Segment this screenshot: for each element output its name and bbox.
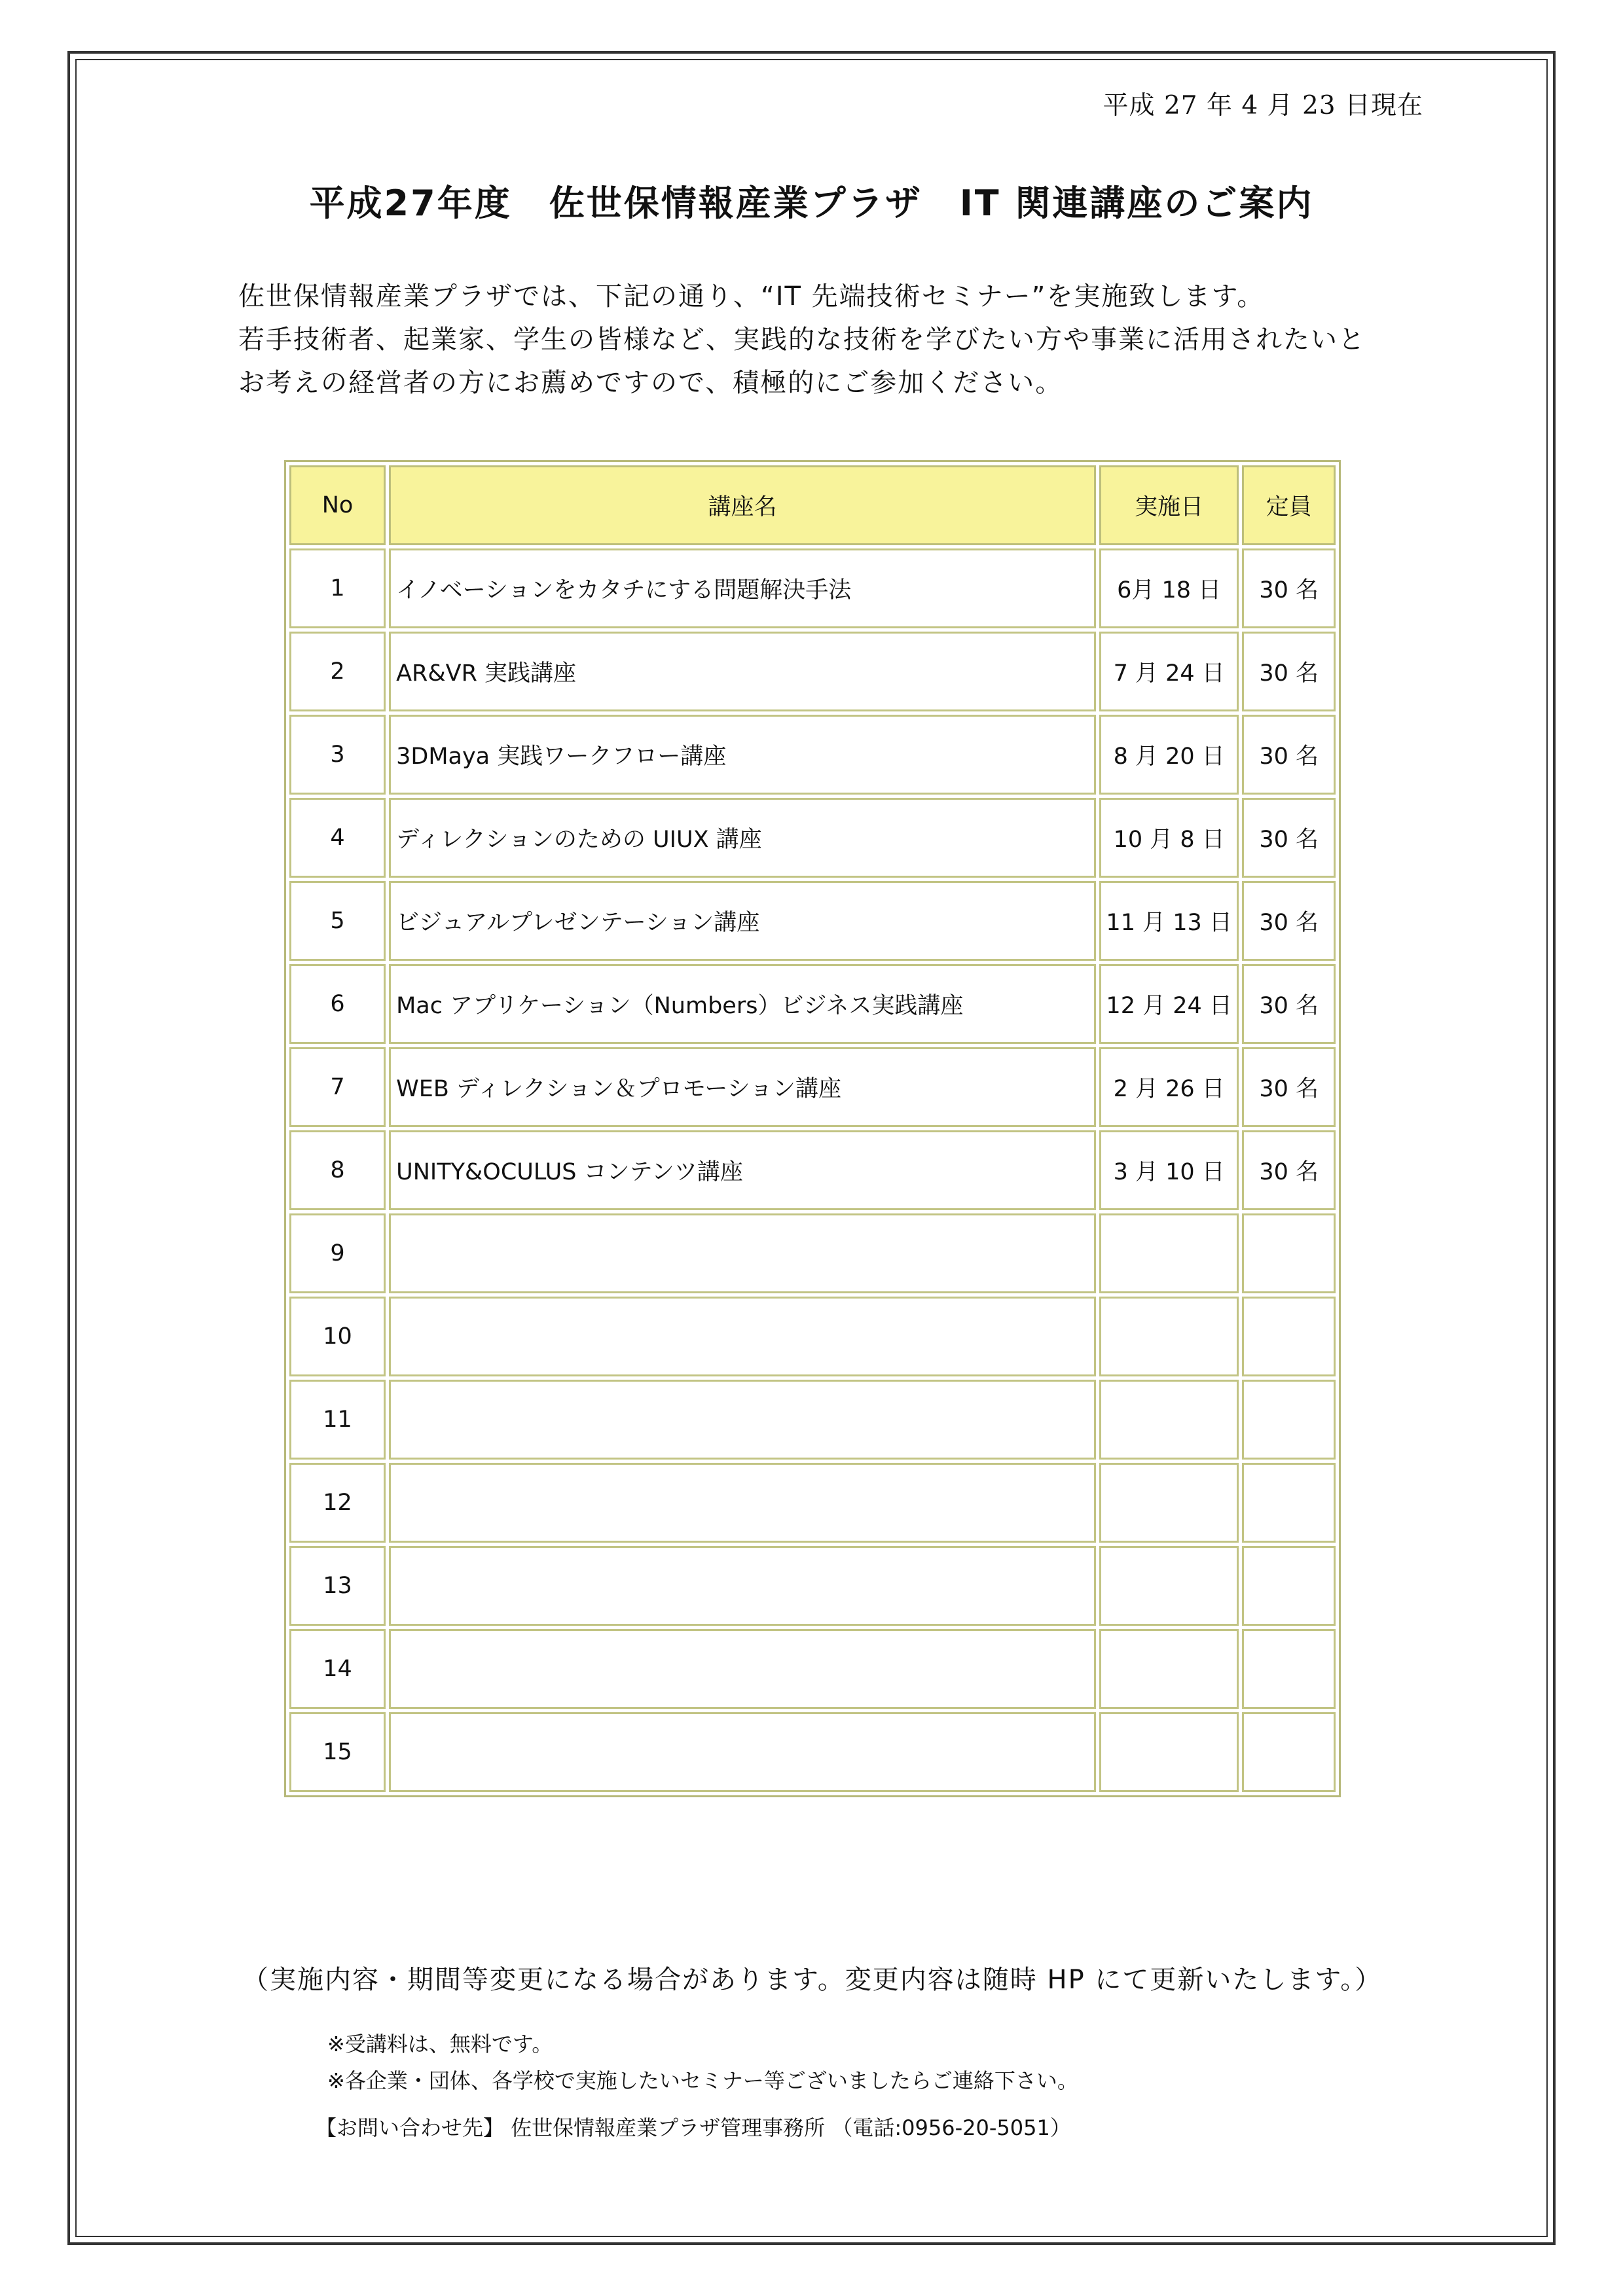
note-request: ※各企業・団体、各学校で実施したいセミナー等ございましたらご連絡下さい。 — [327, 2068, 1078, 2093]
page-title: 平成27年度 佐世保情報産業プラザ IT 関連講座のご案内 — [309, 183, 1314, 224]
table-row — [289, 1380, 1336, 1460]
table-row — [289, 1463, 1336, 1543]
cell-course-name — [389, 1297, 1096, 1376]
table-header-row — [289, 465, 1336, 545]
cell-capacity — [1242, 1297, 1336, 1376]
cell-course-name: イノベーションをカタチにする問題解決手法 — [389, 548, 1096, 628]
cell-no: 11 — [289, 1380, 386, 1460]
cell-course-name — [389, 1213, 1096, 1293]
table-row — [289, 964, 1336, 1044]
cell-course-name: WEB ディレクション＆プロモーション講座 — [389, 1047, 1096, 1127]
table-row — [289, 798, 1336, 878]
cell-course-name — [389, 1629, 1096, 1709]
cell-capacity: 30 名 — [1242, 798, 1336, 878]
cell-no: 9 — [289, 1213, 386, 1293]
cell-capacity: 30 名 — [1242, 1047, 1336, 1127]
header-date: 実施日 — [1099, 465, 1239, 545]
table-row — [289, 1047, 1336, 1127]
table-row — [289, 1130, 1336, 1210]
cell-no: 12 — [289, 1463, 386, 1543]
table-row — [289, 715, 1336, 795]
cell-date — [1099, 1463, 1239, 1543]
cell-no: 14 — [289, 1629, 386, 1709]
cell-no: 8 — [289, 1130, 386, 1210]
cell-course-name — [389, 1712, 1096, 1792]
header-capacity: 定員 — [1242, 465, 1336, 545]
cell-date: 6月 18 日 — [1099, 548, 1239, 628]
cell-capacity: 30 名 — [1242, 881, 1336, 961]
cell-capacity: 30 名 — [1242, 632, 1336, 711]
cell-date: 12 月 24 日 — [1099, 964, 1239, 1044]
cell-no: 5 — [289, 881, 386, 961]
cell-date: 7 月 24 日 — [1099, 632, 1239, 711]
intro-paragraph — [238, 275, 1417, 404]
date-line: 平成 27 年 4 月 23 日現在 — [1103, 91, 1423, 120]
cell-date: 8 月 20 日 — [1099, 715, 1239, 795]
cell-date: 2 月 26 日 — [1099, 1047, 1239, 1127]
cell-date: 3 月 10 日 — [1099, 1130, 1239, 1210]
cell-date — [1099, 1380, 1239, 1460]
cell-capacity: 30 名 — [1242, 1130, 1336, 1210]
cell-date — [1099, 1629, 1239, 1709]
table-row — [289, 1297, 1336, 1376]
cell-capacity — [1242, 1546, 1336, 1626]
cell-date — [1099, 1297, 1239, 1376]
cell-no: 4 — [289, 798, 386, 878]
header-no: No — [289, 465, 386, 545]
cell-no: 2 — [289, 632, 386, 711]
cell-course-name — [389, 1546, 1096, 1626]
cell-capacity — [1242, 1213, 1336, 1293]
contact-info: 【お問い合わせ先】 佐世保情報産業プラザ管理事務所 （電話:0956-20-5051） — [316, 2115, 1071, 2140]
intro-line: 佐世保情報産業プラザでは、下記の通り、“IT 先端技術セミナー”を実施致します。 — [238, 281, 1265, 312]
header-course-name: 講座名 — [389, 465, 1096, 545]
cell-date: 10 月 8 日 — [1099, 798, 1239, 878]
cell-date — [1099, 1213, 1239, 1293]
cell-capacity — [1242, 1712, 1336, 1792]
intro-line: お考えの経営者の方にお薦めですので、積極的にご参加ください。 — [238, 368, 1063, 398]
cell-course-name: ディレクションのための UIUX 講座 — [389, 798, 1096, 878]
table-row — [289, 1629, 1336, 1709]
cell-capacity — [1242, 1463, 1336, 1543]
cell-no: 10 — [289, 1297, 386, 1376]
cell-date — [1099, 1546, 1239, 1626]
cell-course-name: AR&VR 実践講座 — [389, 632, 1096, 711]
intro-line: 若手技術者、起業家、学生の皆様など、実践的な技術を学びたい方や事業に活用されたいと — [238, 325, 1366, 355]
cell-date: 11 月 13 日 — [1099, 881, 1239, 961]
cell-course-name — [389, 1380, 1096, 1460]
cell-capacity: 30 名 — [1242, 964, 1336, 1044]
cell-capacity: 30 名 — [1242, 548, 1336, 628]
cell-no: 3 — [289, 715, 386, 795]
cell-capacity — [1242, 1380, 1336, 1460]
cell-no: 15 — [289, 1712, 386, 1792]
cell-course-name — [389, 1463, 1096, 1543]
table-row — [289, 632, 1336, 711]
cell-course-name: ビジュアルプレゼンテーション講座 — [389, 881, 1096, 961]
table-row — [289, 1546, 1336, 1626]
cell-no: 7 — [289, 1047, 386, 1127]
table-row — [289, 548, 1336, 628]
table-row — [289, 1712, 1336, 1792]
notes — [327, 2026, 1078, 2099]
cell-course-name: UNITY&OCULUS コンテンツ講座 — [389, 1130, 1096, 1210]
table-row — [289, 1213, 1336, 1293]
change-notice: （実施内容・期間等変更になる場合があります。変更内容は随時 HP にて更新いたします。） — [242, 1965, 1383, 1995]
note-fee: ※受講料は、無料です。 — [327, 2032, 553, 2056]
course-table — [284, 460, 1341, 1797]
cell-course-name: Mac アプリケーション（Numbers）ビジネス実践講座 — [389, 964, 1096, 1044]
cell-capacity — [1242, 1629, 1336, 1709]
cell-course-name: 3DMaya 実践ワークフロー講座 — [389, 715, 1096, 795]
cell-no: 1 — [289, 548, 386, 628]
cell-no: 6 — [289, 964, 386, 1044]
table-row — [289, 881, 1336, 961]
cell-date — [1099, 1712, 1239, 1792]
cell-no: 13 — [289, 1546, 386, 1626]
cell-capacity: 30 名 — [1242, 715, 1336, 795]
